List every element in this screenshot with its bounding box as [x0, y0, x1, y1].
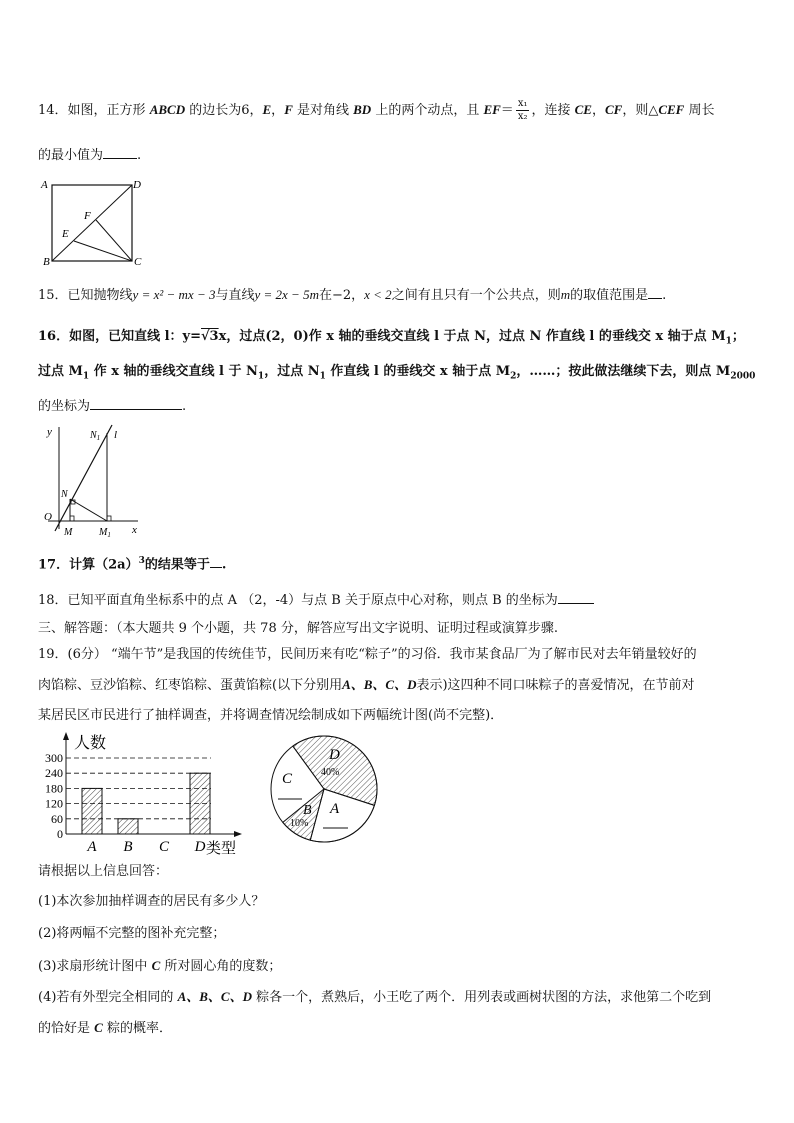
q18-line: 18．已知平面直角坐标系中的点 A （2，-4）与点 B 关于原点中心对称，则点 B 的坐标为: [38, 591, 594, 609]
label-x: x: [132, 524, 137, 536]
bar-A: [82, 788, 102, 834]
label-a: A: [41, 179, 48, 191]
pie-label-A: A: [330, 801, 340, 817]
x-tick-label: C: [158, 839, 170, 855]
q19-part5: 的恰好是 C 粽的概率．: [38, 1020, 172, 1036]
q16-line2: 过点 $M_1$ 作 x 轴的垂线交直线 l 于 $N_1$，过点 $N_1$ 作直线 l 的垂线交 x 轴于点 $M_2$，……；按此做法继续下去，则点 $M_{2000}$: [38, 364, 756, 382]
pie-value-B: 10%: [290, 818, 309, 829]
bar-D: [190, 773, 210, 834]
bar-x-label: 类型: [206, 841, 237, 855]
label-n1: $N_1$: [90, 430, 101, 442]
q19-part3: (3)求扇形统计图中 C 所对圆心角的度数；: [38, 958, 282, 974]
label-m1: $M_1$: [99, 527, 111, 538]
parabola-expr: y = x² − mx − 3: [132, 287, 216, 302]
pie-value-D: 40%: [321, 767, 340, 778]
q14-line2: 的最小值为 .: [38, 148, 142, 163]
right-angle-mark: [70, 516, 74, 521]
answer-blank: [558, 591, 594, 604]
label-f: F: [84, 210, 91, 222]
y-tick-label: 300: [45, 751, 63, 765]
bar-chart: [36, 730, 251, 855]
q16-figure: [40, 423, 150, 538]
x-tick-label: D: [194, 839, 206, 855]
q17-line: 17．计算$(2a)^3$的结果等于 .: [38, 556, 227, 573]
q14-fraction: $\frac{\text{x₁}}{\text{x₂}}$: [517, 98, 528, 122]
q19-line3: 某居民区市民进行了抽样调查，并将调查情况绘制成如下两幅统计图(尚不完整)．: [38, 708, 504, 723]
y-tick-label: 0: [57, 827, 63, 841]
q19-line2: 肉馅粽、豆沙馅粽、红枣馅粽、蛋黄馅粽(以下分别用A、B、C、D表示)这四种不同口味粽子的喜爱情况，在节前对: [38, 677, 695, 693]
q15-line: 15．已知抛物线y = x² − mx − 3与直线y = 2x − 5m在−2，x < 2之间有且只有一个公共点，则m的取值范围是 .: [38, 287, 667, 303]
q19-part1: (1)本次参加抽样调查的居民有多少人？: [38, 894, 265, 909]
label-b: B: [43, 256, 50, 267]
label-n: N: [61, 489, 68, 500]
label-m: M: [64, 527, 73, 538]
label-o: O: [44, 511, 52, 523]
pie-label-D: D: [329, 747, 340, 763]
pie-chart: [268, 733, 388, 845]
label-l: l: [114, 429, 118, 441]
answer-blank: [103, 146, 137, 159]
q14-line1: 14．如图，正方形 ABCD 的边长为6，E，F 是对角线 BD 上的两个动点，且 EF＝ $\frac{\text{x₁}}{\text{x₂}}$ ，连接 CE，CF，则△CEF 周长: [38, 98, 715, 122]
y-tick-label: 180: [45, 781, 63, 796]
pie-label-C: C: [282, 771, 293, 787]
q14-figure: [38, 175, 148, 267]
q19-part4: (4)若有外型完全相同的 A、B、C、D 粽各一个，煮熟后，小王吃了两个．用列表或画树状图的方法，求他第二个吃到: [38, 989, 712, 1005]
bar-B: [118, 819, 138, 834]
label-d: D: [133, 179, 141, 191]
answer-blank: [648, 286, 662, 299]
q14-text: 14．如图，正方形: [38, 103, 150, 118]
bar-y-label: 人数: [74, 735, 107, 752]
bar-x-arrow: [234, 831, 242, 837]
q14-square: ABCD: [149, 102, 186, 117]
q19-part2: (2)将两幅不完整的图补充完整；: [38, 926, 226, 941]
x-tick-label: A: [87, 839, 97, 855]
diagonal-bd: [52, 185, 132, 261]
segment-nm1: [70, 499, 107, 521]
right-angle-mark: [107, 516, 111, 521]
answer-blank: [210, 555, 222, 568]
label-c: C: [134, 256, 142, 267]
x-tick-label: B: [123, 839, 133, 855]
bar-y-arrow: [63, 732, 69, 740]
label-e: E: [62, 228, 69, 240]
y-tick-label: 120: [45, 796, 63, 811]
q16-line1: 16．如图，已知直线 l：y=√3x，过点(2，0)作 x 轴的垂线交直线 l 于点 N，过点 N 作直线 l 的垂线交 x 轴于点 $M_1$；: [38, 329, 745, 347]
q19-prompt: 请根据以上信息回答：: [38, 864, 169, 879]
pie-label-B: B: [303, 803, 312, 818]
line-expr: y = 2x − 5m: [254, 287, 319, 302]
answer-blank: [90, 397, 182, 410]
label-y: y: [47, 426, 52, 438]
q16-line3: 的坐标为 .: [38, 399, 187, 414]
line-l: [55, 425, 112, 531]
y-tick-label: 60: [51, 811, 63, 826]
section3-heading: 三、解答题：（本大题共 9 个小题，共 78 分，解答应写出文字说明、证明过程或演算步骤.: [38, 621, 558, 636]
y-tick-label: 240: [45, 766, 63, 781]
q19-line1: 19．(6分） “端午节”是我国的传统佳节，民间历来有吃“粽子”的习俗．我市某食品厂为了解市民对去年销量较好的: [38, 647, 697, 662]
